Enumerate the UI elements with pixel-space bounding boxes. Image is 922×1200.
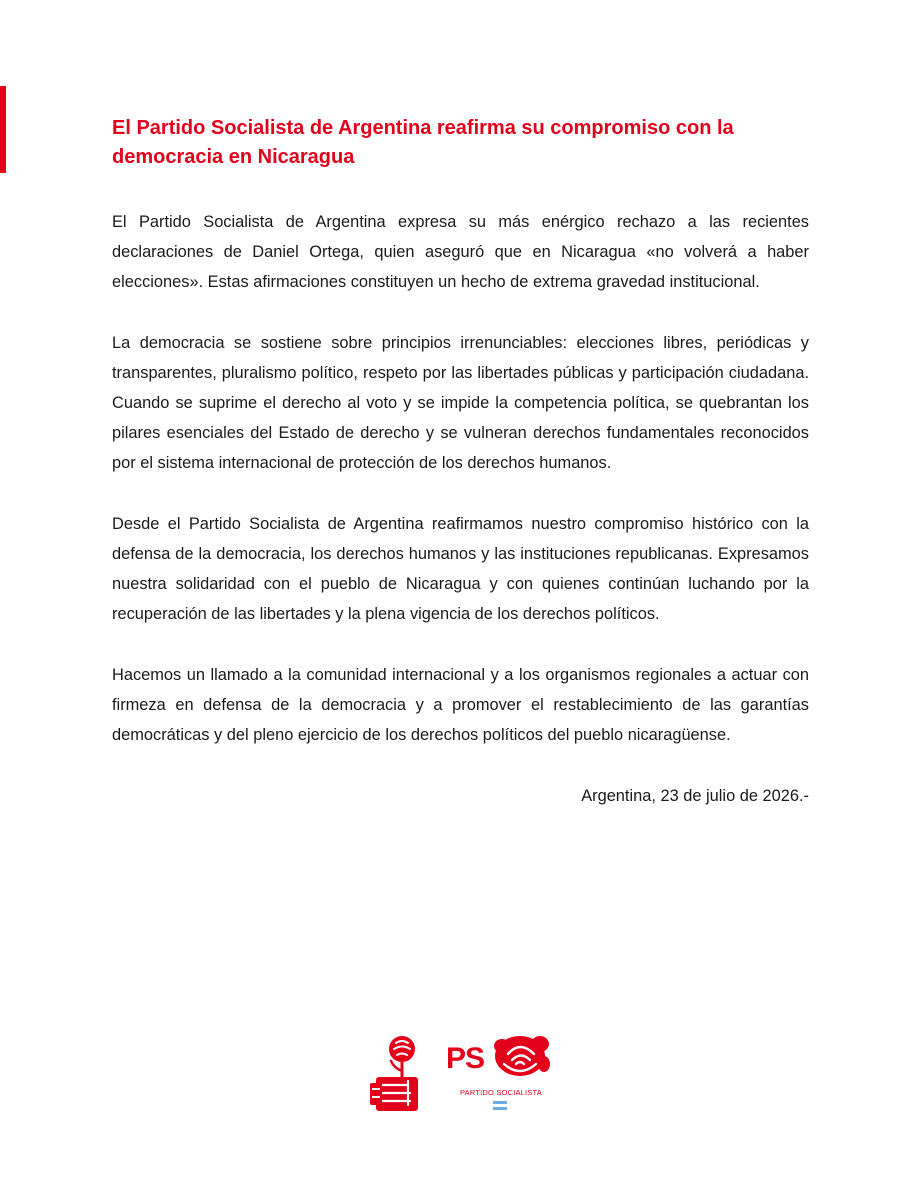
fist-and-rose-icon xyxy=(370,1033,428,1113)
paragraph: Hacemos un llamado a la comunidad internacional y a los organismos regionales a actuar con firmeza en defensa de la democracia y a promover el restablecimiento de las garantías democráticas y del pleno ejercicio de los derechos políticos del pueblo nicaragüense. xyxy=(112,666,809,744)
ps-logo xyxy=(446,1030,556,1115)
accent-bar xyxy=(0,86,6,173)
paragraph: Desde el Partido Socialista de Argentina reafirmamos nuestro compromiso histórico con la defensa de la democracia, los derechos humanos y las instituciones republicanas. Expresamos nuestra solidaridad con el pueblo de Nicaragua y con quienes continúan luchando por la recuperación de las libertades y la plena vigencia de los derechos políticos. xyxy=(112,515,809,623)
document-body xyxy=(112,207,809,750)
document-title: El Partido Socialista de Argentina reafirma su compromiso con la democracia en Nicaragua xyxy=(112,117,734,168)
press-release xyxy=(112,114,809,811)
argentina-flag-icon xyxy=(493,1101,507,1110)
paragraph: La democracia se sostiene sobre principios irrenunciables: elecciones libres, periódicas y transparentes, pluralismo político, respeto por las libertades públicas y participación ciudadana. Cuando se suprime el derecho al voto y se impide la competencia política, se quebrantan los pilares esenciales del Estado de derecho y se vulneran derechos fundamentales reconocidos por el sistema internacional de protección de los derechos humanos. xyxy=(112,334,809,472)
place-and-date: Argentina, 23 de julio de 2026.- xyxy=(581,787,809,805)
party-name: PARTIDO SOCIALISTA xyxy=(460,1088,542,1097)
rose-icon xyxy=(490,1030,552,1082)
paragraph: El Partido Socialista de Argentina expresa su más enérgico rechazo a las recientes declaraciones de Daniel Ortega, quien aseguró que en Nicaragua «no volverá a haber elecciones». Estas afirmaciones constituyen un hecho de extrema gravedad institucional. xyxy=(112,213,809,291)
ps-letters: PS xyxy=(446,1042,485,1075)
party-logos xyxy=(370,1030,560,1115)
